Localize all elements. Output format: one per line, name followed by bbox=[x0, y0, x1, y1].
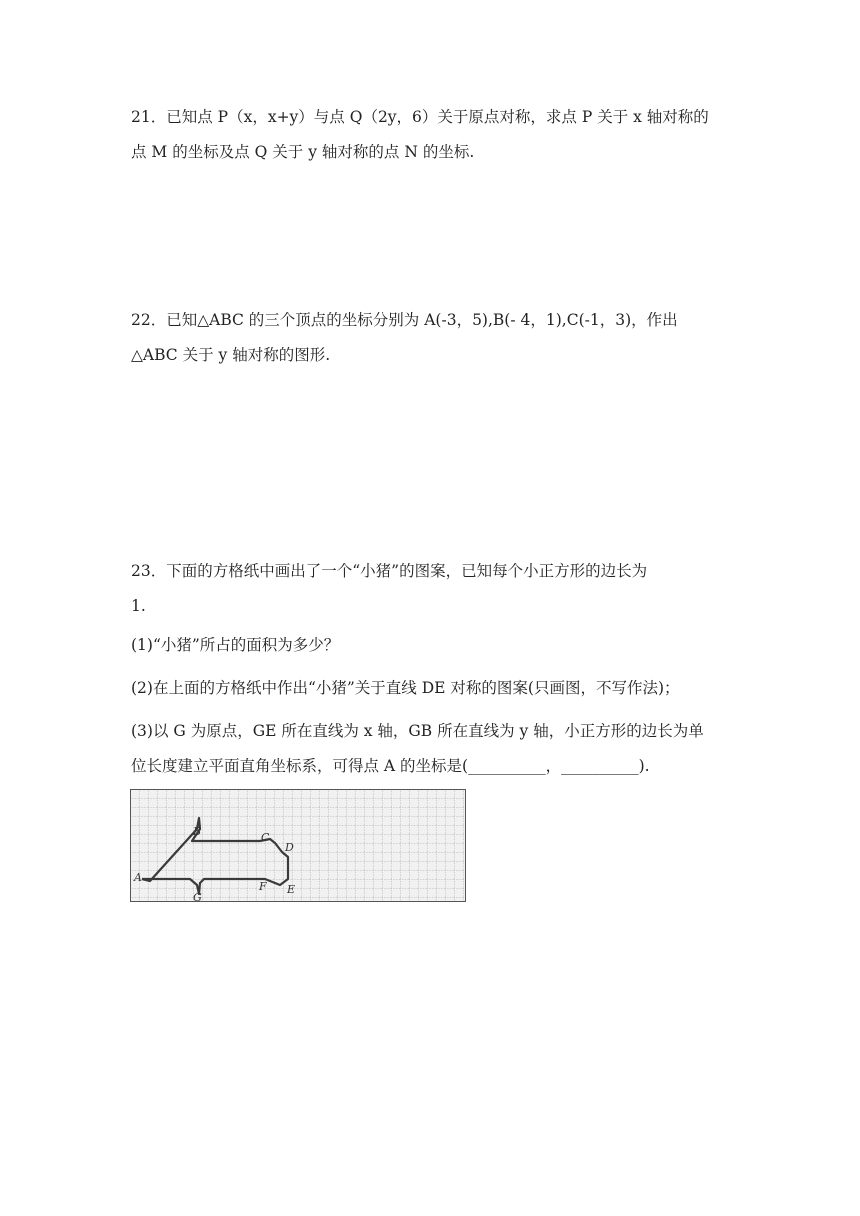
label-B: B bbox=[193, 825, 202, 838]
label-E: E bbox=[287, 883, 296, 896]
question-23-part-1 bbox=[131, 628, 736, 663]
question-22 bbox=[131, 303, 736, 373]
question-21-line-1: 21．已知点 P（x，x+y）与点 Q（2y，6）关于原点对称，求点 P 关于 x 轴对称的 bbox=[131, 108, 709, 126]
question-22-line-1: 22．已知△ABC 的三个顶点的坐标分别为 A(-3，5),B(- 4，1),C(-1，3)，作出 bbox=[131, 311, 678, 329]
question-23-line-1: 23．下面的方格纸中画出了一个“小猪”的图案，已知每个小正方形的边长为 bbox=[131, 562, 648, 580]
question-23-part-1-line: (1)“小猪”所占的面积为多少？ bbox=[131, 636, 340, 654]
label-A: A bbox=[134, 871, 142, 884]
question-21 bbox=[131, 100, 736, 170]
label-C: C bbox=[261, 831, 270, 844]
pig-grid-figure bbox=[130, 789, 466, 902]
label-F: F bbox=[259, 880, 267, 893]
label-D: D bbox=[285, 841, 294, 854]
question-23-part-2-line: (2)在上面的方格纸中作出“小猪”关于直线 DE 对称的图案(只画图，不写作法)； bbox=[131, 679, 680, 697]
label-G: G bbox=[193, 891, 202, 902]
grid-lines bbox=[130, 789, 466, 902]
question-21-line-2: 点 M 的坐标及点 Q 关于 y 轴对称的点 N 的坐标. bbox=[131, 143, 475, 161]
question-22-line-2: △ABC 关于 y 轴对称的图形. bbox=[131, 346, 331, 364]
question-23-part-3 bbox=[131, 714, 736, 784]
question-23-part-2 bbox=[131, 671, 736, 706]
question-23-line-2: 1. bbox=[131, 597, 146, 615]
question-23-part-3-line-2: 位长度建立平面直角坐标系，可得点 A 的坐标是(__________，__________). bbox=[131, 757, 650, 775]
question-23-part-3-line-1: (3)以 G 为原点，GE 所在直线为 x 轴，GB 所在直线为 y 轴，小正方形的边长为单 bbox=[131, 722, 704, 740]
question-23 bbox=[131, 554, 736, 624]
